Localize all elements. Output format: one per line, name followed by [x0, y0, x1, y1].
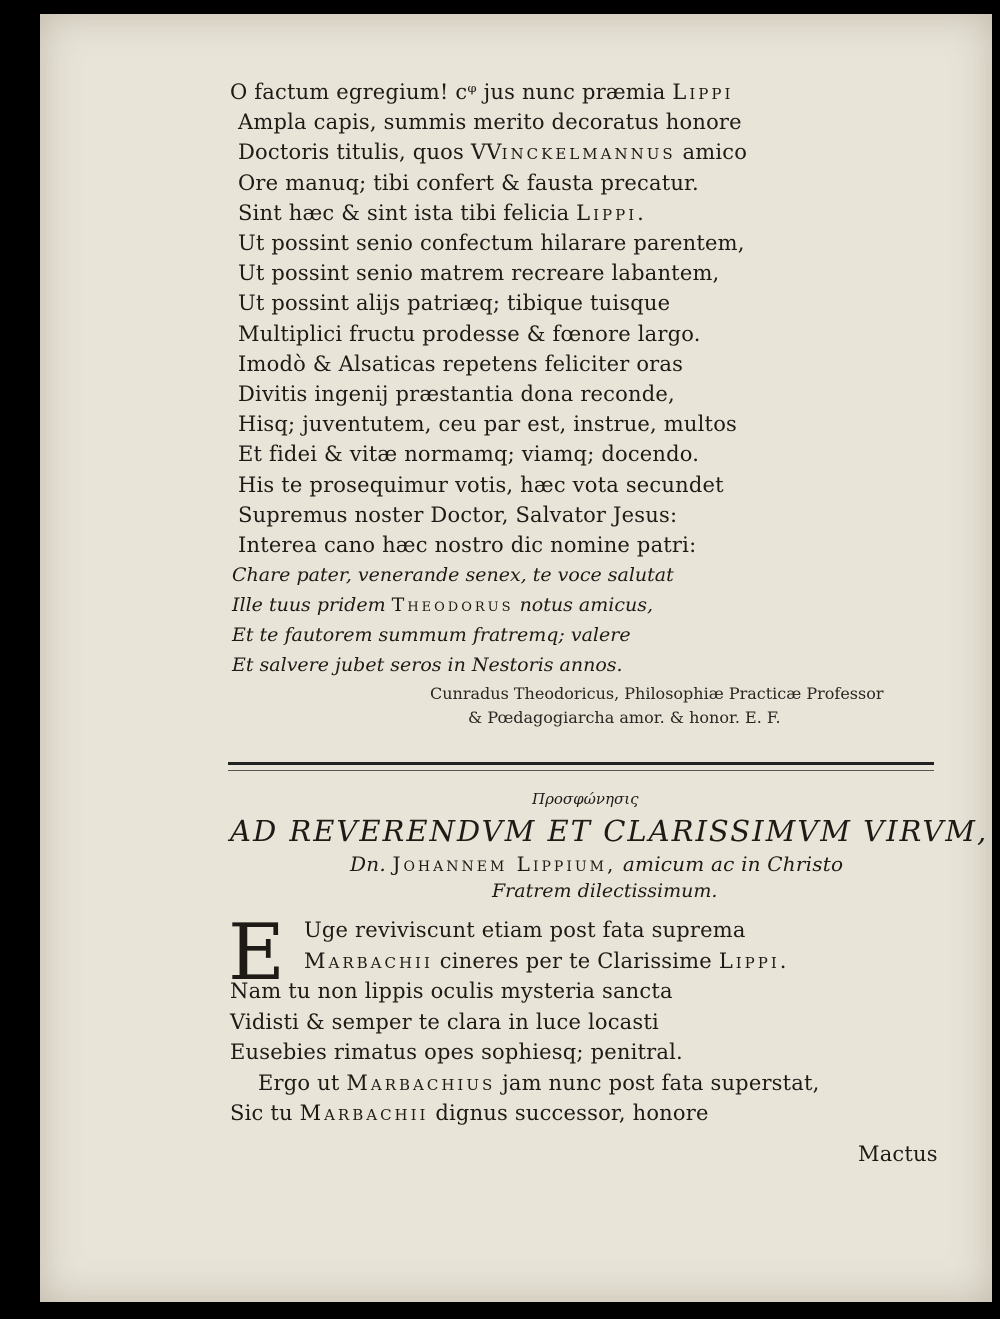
text-run: Eusebies rimatus opes sophiesq; penitral. [230, 1040, 683, 1064]
poem-line [230, 981, 673, 1002]
text-run: cineres per te Clarissime [432, 948, 719, 973]
text-run: inckelmannus [501, 140, 676, 165]
text-run: Dn. [350, 852, 393, 876]
book-page [40, 14, 992, 1302]
poem-line [258, 1070, 820, 1095]
poem-line [238, 263, 719, 284]
drop-cap: E [228, 908, 285, 998]
poem-line [304, 948, 790, 973]
poem-line [238, 472, 724, 497]
catchword: Mactus [858, 1142, 938, 1166]
poem-line [238, 414, 737, 435]
poem-line [304, 920, 746, 941]
poem-line [238, 502, 678, 527]
italic-line [232, 626, 631, 645]
poem-line [238, 170, 699, 195]
text-run: Lippi. [718, 948, 790, 973]
text-run: notus amicus, [513, 594, 653, 616]
poem-line [238, 444, 699, 465]
poem-line [238, 112, 742, 133]
text-run: Et te fautorem summum fratremq; valere [232, 624, 631, 646]
text-run: Marbachii [299, 1101, 429, 1125]
dedication-subheading-2: Fratrem dilectissimum. [492, 880, 718, 902]
text-run: His te prosequimur votis, hæc vota secundet [238, 472, 724, 497]
text-run: Nam tu non lippis oculis mysteria sancta [230, 979, 673, 1003]
text-run: Interea cano hæc nostro dic nomine patri: [238, 533, 697, 557]
text-run: Ore manuq; tibi confert & fausta precatur. [238, 170, 699, 195]
text-run: Sint hæc & sint ista tibi felicia [238, 200, 577, 225]
poem-line [238, 384, 675, 405]
poem-line [238, 535, 696, 556]
text-run: Sic tu [230, 1101, 300, 1125]
dedication-heading: AD REVERENDVM ET CLARISSIMVM VIRVM, [230, 814, 989, 848]
text-run: Marbachii [304, 948, 433, 973]
text-run: Supremus noster Doctor, Salvator Jesus: [238, 502, 678, 527]
section-divider [228, 762, 934, 771]
text-run: Ampla capis, summis merito decoratus honore [238, 110, 742, 135]
text-run: Doctoris titulis, quos VV [238, 140, 502, 165]
text-run: Johannem Lippium, [392, 852, 617, 876]
text-run: amicum ac in Christo [616, 852, 844, 876]
text-run: ᵠ [467, 80, 477, 104]
text-run: Ut possint senio matrem recreare labantem, [238, 261, 720, 286]
text-run: Lippi [672, 80, 734, 104]
signature-line-1: Cunradus Theodoricus, Philosophiæ Practicæ Professor [430, 684, 884, 703]
text-run: Imodò & Alsaticas repetens feliciter oras [238, 351, 684, 376]
italic-line [232, 566, 674, 585]
text-run: Et salvere jubet seros in Nestoris annos. [232, 654, 623, 676]
text-run: Multiplici fructu prodesse & fœnore largo. [238, 321, 701, 346]
poem-line [230, 1103, 709, 1124]
text-run: Marbachius [346, 1070, 496, 1095]
text-run: Hisq; juventutem, ceu par est, instrue, multos [238, 412, 738, 437]
text-run: Theodorus [391, 594, 514, 616]
dedication-subheading [350, 854, 843, 874]
text-run: jus nunc præmia [476, 80, 673, 104]
text-run: Ut possint senio confectum hilarare parentem, [238, 231, 745, 255]
text-run: Uge reviviscunt etiam post fata suprema [304, 918, 746, 942]
text-run: amico [675, 140, 748, 165]
text-run: Ille tuus pridem [232, 594, 392, 616]
text-run: Vidisti & semper te clara in luce locasti [230, 1009, 659, 1034]
poem-line [230, 82, 733, 103]
poem-line [238, 142, 747, 163]
poem-line [238, 233, 745, 254]
poem-line [238, 351, 684, 376]
text-run: O factum egregium! c [230, 80, 468, 104]
text-run: Lippi. [576, 200, 647, 225]
text-run: dignus successor, honore [428, 1101, 709, 1125]
text-run: Divitis ingenij præstantia dona reconde, [238, 382, 675, 406]
greek-heading: Προσφώνησις [532, 790, 639, 808]
signature-line-2: & Pœdagogiarcha amor. & honor. E. F. [468, 708, 781, 727]
poem-line [238, 293, 670, 314]
text-run: Ergo ut [258, 1070, 347, 1095]
poem-line [230, 1042, 683, 1063]
poem-line [238, 200, 647, 225]
poem-line [238, 321, 701, 346]
italic-line [232, 596, 653, 615]
text-run: Chare pater, venerande senex, te voce salutat [232, 564, 674, 586]
italic-line [232, 656, 623, 675]
poem-line [230, 1009, 659, 1034]
text-run: jam nunc post fata superstat, [495, 1070, 820, 1095]
text-run: Et fidei & vitæ normamq; viamq; docendo. [238, 442, 700, 467]
text-run: Ut possint alijs patriæq; tibique tuisque [238, 291, 671, 316]
